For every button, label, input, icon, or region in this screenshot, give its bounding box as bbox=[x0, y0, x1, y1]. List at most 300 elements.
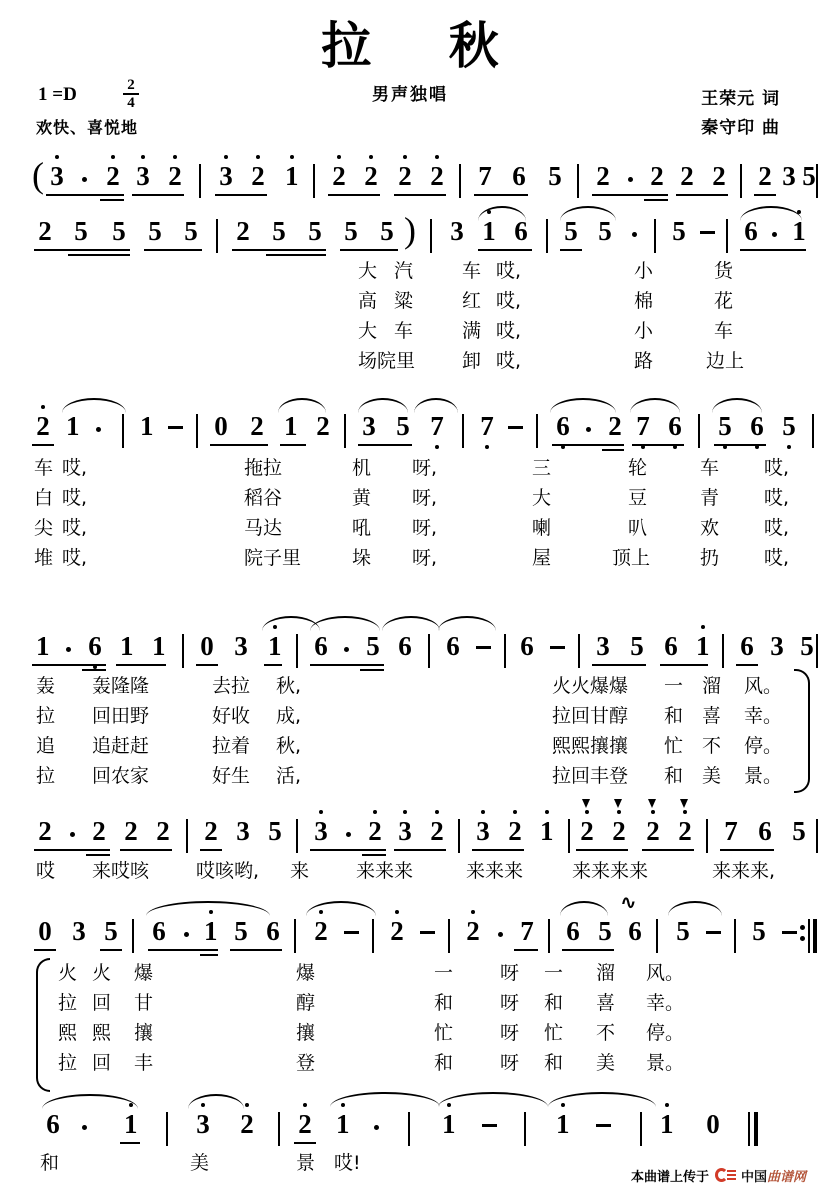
lyric-syllable: 忙 bbox=[664, 735, 684, 757]
lyrics-system-5 bbox=[0, 960, 820, 1080]
lyric-syllable: 熙 bbox=[92, 1022, 112, 1044]
lyric-syllable: 美 bbox=[596, 1052, 616, 1074]
lyric-syllable: 边上 bbox=[706, 350, 745, 372]
lyricist-credit: 王荣元 词 bbox=[701, 89, 780, 109]
lyric-syllable: 小 bbox=[634, 320, 654, 342]
lyric-syllable: 景 bbox=[296, 1152, 316, 1174]
beam bbox=[46, 194, 124, 196]
lyric-syllable: 扔 bbox=[700, 547, 720, 569]
note: 6 bbox=[740, 631, 754, 661]
note: 2 bbox=[251, 161, 265, 191]
lyric-syllable: 车 bbox=[700, 457, 720, 479]
note: 5 bbox=[548, 161, 562, 191]
lyric-syllable: 尖 bbox=[34, 517, 54, 539]
lyric-syllable: 堆 bbox=[34, 547, 54, 569]
slur bbox=[310, 616, 380, 631]
lyric-syllable: 忙 bbox=[434, 1022, 454, 1044]
note: 6 bbox=[46, 1109, 60, 1139]
beam bbox=[148, 949, 218, 951]
beam bbox=[200, 849, 222, 851]
lyric-row bbox=[0, 348, 820, 378]
lyric-row bbox=[0, 960, 820, 990]
lyric-syllable: 熙熙攘攘 bbox=[552, 735, 629, 757]
lyric-syllable: 一 bbox=[664, 675, 684, 697]
music-system-7 bbox=[0, 1098, 820, 1154]
lyric-syllable: 成, bbox=[276, 705, 302, 727]
note: 5 bbox=[272, 216, 286, 246]
lyric-syllable: 幸。 bbox=[646, 992, 685, 1014]
barline bbox=[313, 164, 315, 198]
note: 2 bbox=[398, 161, 412, 191]
note: 2 bbox=[368, 816, 382, 846]
music-system-3 bbox=[0, 400, 820, 456]
lyric-syllable: 去拉 bbox=[212, 675, 251, 697]
lyric-syllable: 回田野 bbox=[92, 705, 150, 727]
notation-line-3 bbox=[0, 400, 820, 456]
hold-dash bbox=[482, 1124, 497, 1127]
note: 2 bbox=[36, 411, 50, 441]
note: 3 bbox=[596, 631, 610, 661]
note: 3 bbox=[72, 916, 86, 946]
lyric-syllable: 路 bbox=[634, 350, 654, 372]
lyric-syllable: 和 bbox=[434, 992, 454, 1014]
note: 6 bbox=[628, 916, 642, 946]
note: 2 bbox=[124, 816, 138, 846]
note: 5 bbox=[800, 631, 814, 661]
watermark-site: 曲谱网 bbox=[766, 1170, 806, 1185]
final-barline bbox=[754, 1112, 758, 1146]
augmentation-dot bbox=[344, 647, 349, 652]
lyric-syllable: 和 bbox=[544, 1052, 564, 1074]
lyrics-system-2 bbox=[0, 455, 820, 575]
lyric-syllable: 车 bbox=[462, 260, 482, 282]
note: 6 bbox=[314, 631, 328, 661]
lyric-syllable: 爆 bbox=[296, 962, 316, 984]
lyric-syllable: 美 bbox=[190, 1152, 210, 1174]
note: 7 bbox=[480, 411, 494, 441]
beam bbox=[82, 669, 106, 671]
augmentation-dot bbox=[82, 177, 87, 182]
lyric-syllable: 棉 bbox=[634, 290, 654, 312]
lyric-syllable: 呀, bbox=[412, 517, 438, 539]
note: 1 bbox=[124, 1109, 138, 1139]
lyrics-system-3 bbox=[0, 673, 820, 793]
note: 3 bbox=[782, 161, 796, 191]
slur bbox=[42, 1094, 138, 1109]
hold-dash bbox=[476, 646, 491, 649]
note: 1 bbox=[284, 411, 298, 441]
lyric-syllable: 车 bbox=[394, 320, 414, 342]
lyric-syllable: 哎, bbox=[496, 260, 522, 282]
barline bbox=[524, 1112, 526, 1146]
beam bbox=[294, 1142, 316, 1144]
lyric-syllable: 火 bbox=[92, 962, 112, 984]
note: 6 bbox=[668, 411, 682, 441]
note: 2 bbox=[390, 916, 404, 946]
lyric-syllable: 风。 bbox=[646, 962, 685, 984]
lyric-syllable: 呀, bbox=[412, 547, 438, 569]
note: 7 bbox=[520, 916, 534, 946]
lyric-syllable: 马达 bbox=[244, 517, 283, 539]
lyric-row bbox=[0, 455, 820, 485]
note: 2 bbox=[596, 161, 610, 191]
barline bbox=[698, 414, 700, 448]
beam bbox=[632, 444, 684, 446]
lyric-row bbox=[0, 990, 820, 1020]
beam bbox=[34, 849, 110, 851]
lyric-syllable: 小 bbox=[634, 260, 654, 282]
lyric-syllable: 追赶赶 bbox=[92, 735, 150, 757]
note: 1 bbox=[140, 411, 154, 441]
beam bbox=[264, 664, 282, 666]
staccato-mark bbox=[648, 799, 656, 808]
lyric-row bbox=[0, 515, 820, 545]
hold-dash bbox=[168, 426, 183, 429]
note: 1 bbox=[660, 1109, 674, 1139]
note: 6 bbox=[520, 631, 534, 661]
note: 5 bbox=[396, 411, 410, 441]
note: 5 bbox=[718, 411, 732, 441]
beam bbox=[576, 849, 628, 851]
lyric-syllable: 哎, bbox=[764, 547, 790, 569]
note: 1 bbox=[204, 916, 218, 946]
note: 3 bbox=[398, 816, 412, 846]
note: 2 bbox=[332, 161, 346, 191]
note: 2 bbox=[580, 816, 594, 846]
lyric-syllable: 轰 bbox=[36, 675, 56, 697]
lyric-syllable: 火火爆爆 bbox=[552, 675, 629, 697]
notation-line-5 bbox=[0, 805, 820, 861]
lyric-row bbox=[0, 673, 820, 703]
lyric-syllable: 车 bbox=[714, 320, 734, 342]
lyric-syllable: 红 bbox=[462, 290, 482, 312]
beam bbox=[32, 664, 106, 666]
slur bbox=[188, 1094, 244, 1109]
lyric-syllable: 来来来 bbox=[356, 860, 414, 882]
lyric-syllable: 来来来 bbox=[466, 860, 524, 882]
note: 2 bbox=[314, 916, 328, 946]
beam bbox=[215, 194, 267, 196]
barline bbox=[428, 634, 430, 668]
beam bbox=[362, 854, 386, 856]
lyric-syllable: 活, bbox=[276, 765, 302, 787]
watermark-prefix: 本曲谱上传于 bbox=[630, 1170, 709, 1185]
lyric-row bbox=[0, 763, 820, 793]
lyric-syllable: 垛 bbox=[352, 547, 372, 569]
watermark bbox=[631, 1166, 806, 1185]
hold-dash bbox=[596, 1124, 611, 1127]
note: 2 bbox=[38, 816, 52, 846]
barline bbox=[344, 414, 346, 448]
lyric-syllable: 大 bbox=[358, 320, 378, 342]
augmentation-dot bbox=[70, 832, 75, 837]
barline bbox=[816, 819, 818, 853]
lyric-syllable: 花 bbox=[714, 290, 734, 312]
lyric-syllable: 稻谷 bbox=[244, 487, 283, 509]
note: 5 bbox=[782, 411, 796, 441]
barline bbox=[132, 919, 134, 953]
lyric-syllable: 回 bbox=[92, 1052, 112, 1074]
beam bbox=[360, 669, 384, 671]
slur bbox=[438, 616, 496, 631]
beam bbox=[200, 954, 218, 956]
note: 6 bbox=[512, 161, 526, 191]
barline bbox=[166, 1112, 168, 1146]
note: 3 bbox=[236, 816, 250, 846]
meter-numerator: 2 bbox=[127, 77, 135, 93]
note: 5 bbox=[630, 631, 644, 661]
lyric-row bbox=[0, 1020, 820, 1050]
lyric-syllable: 叭 bbox=[628, 517, 648, 539]
beam bbox=[310, 849, 386, 851]
note: 6 bbox=[398, 631, 412, 661]
note: 1 bbox=[268, 631, 282, 661]
note: 5 bbox=[598, 916, 612, 946]
note: 6 bbox=[758, 816, 772, 846]
slur bbox=[438, 1092, 548, 1107]
note: 6 bbox=[266, 916, 280, 946]
barline bbox=[296, 634, 298, 668]
barline bbox=[740, 164, 742, 198]
note: 2 bbox=[430, 161, 444, 191]
rest: 0 bbox=[214, 411, 228, 441]
barline bbox=[656, 919, 658, 953]
note: 2 bbox=[712, 161, 726, 191]
lyric-syllable: 哎, bbox=[764, 517, 790, 539]
notation-line-6 bbox=[0, 890, 820, 961]
note: 6 bbox=[744, 216, 758, 246]
beam bbox=[676, 194, 728, 196]
lyric-syllable: 哎, bbox=[62, 517, 88, 539]
barline bbox=[199, 164, 201, 198]
barline bbox=[640, 1112, 642, 1146]
beam bbox=[328, 194, 380, 196]
note: 5 bbox=[676, 916, 690, 946]
lyric-syllable: 回农家 bbox=[92, 765, 150, 787]
note: 5 bbox=[74, 216, 88, 246]
repeat-dots bbox=[800, 919, 805, 947]
repeat-barline bbox=[813, 919, 817, 953]
barline bbox=[462, 414, 464, 448]
lyric-syllable: 爆 bbox=[134, 962, 154, 984]
note: 3 bbox=[450, 216, 464, 246]
beam bbox=[100, 199, 124, 201]
hold-dash bbox=[344, 931, 359, 934]
barline bbox=[459, 164, 461, 198]
note: 7 bbox=[430, 411, 444, 441]
lyric-syllable: 美 bbox=[702, 765, 722, 787]
note: 5 bbox=[268, 816, 282, 846]
lyric-syllable: 哎! bbox=[334, 1152, 361, 1174]
lyric-syllable: 拉 bbox=[58, 992, 78, 1014]
note: 2 bbox=[92, 816, 106, 846]
note: 2 bbox=[168, 161, 182, 191]
lyric-syllable: 呀, bbox=[412, 457, 438, 479]
lyric-syllable: 秋, bbox=[276, 675, 302, 697]
note: 5 bbox=[366, 631, 380, 661]
beam bbox=[280, 444, 306, 446]
lyric-syllable: 院子里 bbox=[244, 547, 302, 569]
note: 1 bbox=[36, 631, 50, 661]
lyric-syllable: 和 bbox=[664, 705, 684, 727]
lyric-syllable: 来来来, bbox=[712, 860, 776, 882]
lyric-syllable: 汽 bbox=[394, 260, 414, 282]
slur bbox=[146, 901, 270, 916]
note: 2 bbox=[646, 816, 660, 846]
lyric-syllable: 回 bbox=[92, 992, 112, 1014]
barline bbox=[812, 414, 814, 448]
lyric-syllable: 和 bbox=[434, 1052, 454, 1074]
beam bbox=[34, 949, 56, 951]
note: 5 bbox=[564, 216, 578, 246]
verse-brace-right bbox=[794, 669, 810, 793]
staccato-mark bbox=[680, 799, 688, 808]
page-title: 拉 秋 bbox=[321, 17, 529, 75]
note: 6 bbox=[446, 631, 460, 661]
augmentation-dot bbox=[66, 647, 71, 652]
lyric-syllable: 哎, bbox=[496, 290, 522, 312]
lyric-syllable: 拖拉 bbox=[244, 457, 283, 479]
subtitle: 男声独唱 bbox=[372, 85, 448, 105]
lyric-syllable: 哎, bbox=[764, 487, 790, 509]
note: 1 bbox=[696, 631, 710, 661]
lyric-row bbox=[0, 318, 820, 348]
beam bbox=[100, 949, 122, 951]
augmentation-dot bbox=[628, 177, 633, 182]
lyric-syllable: 停。 bbox=[744, 735, 783, 757]
note: 2 bbox=[508, 816, 522, 846]
lyric-syllable: 哎, bbox=[62, 547, 88, 569]
slur bbox=[382, 616, 440, 631]
lyric-syllable: 景。 bbox=[744, 765, 783, 787]
notation-line-2-tail bbox=[0, 205, 820, 261]
rest: 0 bbox=[38, 916, 52, 946]
site-logo-icon bbox=[715, 1168, 737, 1183]
hold-dash bbox=[782, 931, 797, 934]
barline bbox=[296, 819, 298, 853]
notation-line-7 bbox=[0, 1098, 820, 1154]
barline bbox=[294, 919, 296, 953]
lyric-syllable: 来 bbox=[290, 860, 310, 882]
beam bbox=[562, 949, 614, 951]
barline bbox=[182, 634, 184, 668]
augmentation-dot bbox=[498, 932, 503, 937]
note: 2 bbox=[466, 916, 480, 946]
lyric-syllable: 来来来来 bbox=[572, 860, 649, 882]
barline bbox=[578, 634, 580, 668]
hold-dash bbox=[508, 426, 523, 429]
time-signature bbox=[120, 78, 142, 110]
lyric-syllable: 场院里 bbox=[358, 350, 416, 372]
lyric-syllable: 三 bbox=[532, 457, 552, 479]
note: 1 bbox=[442, 1109, 456, 1139]
lyric-syllable: 喇 bbox=[532, 517, 552, 539]
note: 5 bbox=[752, 916, 766, 946]
lyric-syllable: 秋, bbox=[276, 735, 302, 757]
hold-dash bbox=[706, 931, 721, 934]
lyric-syllable: 好收 bbox=[212, 705, 251, 727]
note: 6 bbox=[750, 411, 764, 441]
lyric-syllable: 风。 bbox=[744, 675, 783, 697]
beam bbox=[552, 444, 624, 446]
lyric-syllable: 哎, bbox=[496, 320, 522, 342]
lyric-row bbox=[0, 485, 820, 515]
lyric-syllable: 哎, bbox=[62, 457, 88, 479]
note: 5 bbox=[112, 216, 126, 246]
note: 5 bbox=[802, 161, 816, 191]
barline bbox=[186, 819, 188, 853]
staccato-mark bbox=[614, 799, 622, 808]
note: 6 bbox=[566, 916, 580, 946]
note: 1 bbox=[66, 411, 80, 441]
lyric-syllable: 甘 bbox=[134, 992, 154, 1014]
note: 6 bbox=[88, 631, 102, 661]
beam bbox=[592, 194, 668, 196]
note: 5 bbox=[148, 216, 162, 246]
lyric-syllable: 白 bbox=[34, 487, 54, 509]
lyric-syllable: 顶上 bbox=[612, 547, 651, 569]
note: 5 bbox=[308, 216, 322, 246]
lyric-syllable: 呀 bbox=[500, 1022, 520, 1044]
note: 3 bbox=[770, 631, 784, 661]
note: 1 bbox=[152, 631, 166, 661]
lyric-syllable: 呀 bbox=[500, 992, 520, 1014]
lyric-syllable: 卸 bbox=[462, 350, 482, 372]
note: 3 bbox=[50, 161, 64, 191]
lyric-syllable: 拉回甘醇 bbox=[552, 705, 629, 727]
lyric-syllable: 熙 bbox=[58, 1022, 78, 1044]
barline bbox=[816, 634, 818, 668]
augmentation-dot bbox=[374, 1125, 379, 1130]
lyric-syllable: 溜 bbox=[596, 962, 616, 984]
note: 2 bbox=[250, 411, 264, 441]
lyric-syllable: 黄 bbox=[352, 487, 372, 509]
rest: 0 bbox=[706, 1109, 720, 1139]
lyric-syllable: 幸。 bbox=[744, 705, 783, 727]
lyric-syllable: 欢 bbox=[700, 517, 720, 539]
lyric-syllable: 吼 bbox=[352, 517, 372, 539]
lyric-syllable: 哎, bbox=[496, 350, 522, 372]
lyric-syllable: 一 bbox=[544, 962, 564, 984]
beam bbox=[358, 444, 412, 446]
lyric-syllable: 溜 bbox=[702, 675, 722, 697]
barline bbox=[278, 1112, 280, 1146]
lyric-syllable: 货 bbox=[714, 260, 734, 282]
augmentation-dot bbox=[346, 832, 351, 837]
lyric-syllable: 哎, bbox=[62, 487, 88, 509]
note: 6 bbox=[556, 411, 570, 441]
barline bbox=[458, 819, 460, 853]
lyric-syllable: 和 bbox=[664, 765, 684, 787]
lyric-syllable: 大 bbox=[358, 260, 378, 282]
lyric-syllable: 屋 bbox=[532, 547, 552, 569]
augmentation-dot bbox=[586, 427, 591, 432]
beam bbox=[394, 194, 446, 196]
note: 1 bbox=[556, 1109, 570, 1139]
note: 5 bbox=[184, 216, 198, 246]
slur bbox=[306, 901, 376, 916]
beam bbox=[472, 849, 524, 851]
note: 6 bbox=[152, 916, 166, 946]
beam bbox=[196, 664, 218, 666]
beam bbox=[310, 664, 384, 666]
beam bbox=[474, 194, 528, 196]
lyric-syllable: 和 bbox=[544, 992, 564, 1014]
lyric-syllable: 忙 bbox=[544, 1022, 564, 1044]
beam bbox=[120, 1142, 140, 1144]
lyric-syllable: 哎 bbox=[36, 860, 56, 882]
beam bbox=[592, 664, 646, 666]
